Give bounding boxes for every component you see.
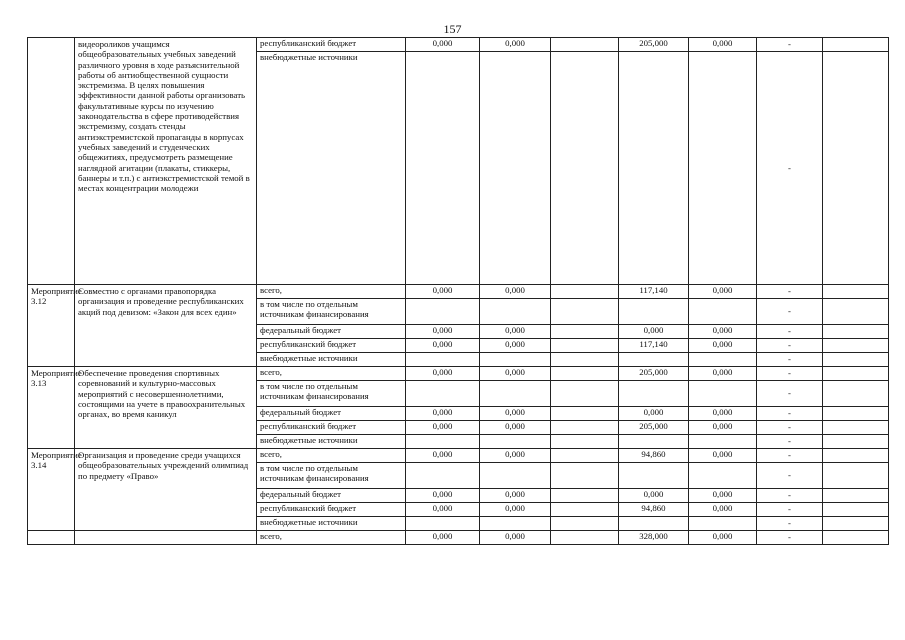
amount-cell-2 — [480, 381, 551, 407]
amount-cell-2 — [480, 52, 551, 285]
amount-cell-1: 0,000 — [406, 367, 480, 381]
dash-cell: - — [757, 353, 823, 367]
dash-cell: - — [757, 299, 823, 325]
empty-cell — [823, 421, 889, 435]
funding-source: внебюджетные источники — [257, 517, 406, 531]
amount-cell-3 — [551, 407, 619, 421]
empty-cell — [823, 38, 889, 52]
amount-cell-1: 0,000 — [406, 407, 480, 421]
amount-cell-5 — [689, 353, 757, 367]
dash-cell: - — [757, 325, 823, 339]
amount-cell-3 — [551, 503, 619, 517]
amount-cell-5: 0,000 — [689, 449, 757, 463]
measure-code: Мероприятие 3.12 — [28, 285, 75, 367]
amount-cell-5 — [689, 52, 757, 285]
dash-cell: - — [757, 463, 823, 489]
amount-cell-4: 117,140 — [619, 339, 689, 353]
amount-cell-1 — [406, 52, 480, 285]
table-row — [28, 531, 889, 545]
measure-code — [28, 38, 75, 285]
amount-cell-4: 0,000 — [619, 325, 689, 339]
funding-source: внебюджетные источники — [257, 353, 406, 367]
empty-cell — [823, 463, 889, 489]
amount-cell-4: 0,000 — [619, 489, 689, 503]
empty-cell — [823, 299, 889, 325]
amount-cell-3 — [551, 463, 619, 489]
funding-source: в том числе по отдельным источникам финансирования — [257, 381, 406, 407]
amount-cell-2 — [480, 463, 551, 489]
measure-description: Совместно с органами правопорядка организация и проведение республиканских акций под девизом: «Закон для всех един» — [75, 285, 257, 367]
funding-source: внебюджетные источники — [257, 435, 406, 449]
amount-cell-4 — [619, 52, 689, 285]
empty-cell — [823, 435, 889, 449]
table-row — [28, 367, 889, 381]
dash-cell: - — [757, 381, 823, 407]
amount-cell-2: 0,000 — [480, 503, 551, 517]
empty-cell — [823, 52, 889, 285]
amount-cell-1 — [406, 463, 480, 489]
amount-cell-5 — [689, 435, 757, 449]
amount-cell-1 — [406, 299, 480, 325]
amount-cell-5: 0,000 — [689, 285, 757, 299]
amount-cell-2: 0,000 — [480, 421, 551, 435]
amount-cell-5: 0,000 — [689, 489, 757, 503]
dash-cell: - — [757, 531, 823, 545]
empty-cell — [823, 367, 889, 381]
amount-cell-3 — [551, 531, 619, 545]
amount-cell-5 — [689, 517, 757, 531]
amount-cell-4 — [619, 463, 689, 489]
dash-cell: - — [757, 407, 823, 421]
amount-cell-4: 205,000 — [619, 421, 689, 435]
empty-cell — [823, 407, 889, 421]
measure-description: Организация и проведение среди учащихся общеобразовательных учреждений олимпиад по предмету «Право» — [75, 449, 257, 531]
dash-cell: - — [757, 285, 823, 299]
empty-cell — [823, 339, 889, 353]
empty-cell — [823, 353, 889, 367]
amount-cell-5: 0,000 — [689, 407, 757, 421]
funding-source: в том числе по отдельным источникам финансирования — [257, 299, 406, 325]
measure-description: видеороликов учащимся общеобразовательных учебных заведений различного уровня в ходе разъяснительной работы об антиобщественной сущности экстремизма. В целях повышения эффективности данной работы организовать факультативные курсы по изучению законодательства в сфере противодействия экстремизму, создать стенды антиэкстремистской пропаганды в корпусах учебных заведений и студенческих общежитиях, предусмотреть размещение наглядной агитации (плакаты, стиккеры, баннеры и т.п.) с антиэкстремистской темой в местах концентрации молодежи — [75, 38, 257, 285]
empty-cell — [823, 381, 889, 407]
amount-cell-2: 0,000 — [480, 449, 551, 463]
amount-cell-3 — [551, 339, 619, 353]
amount-cell-3 — [551, 299, 619, 325]
amount-cell-1: 0,000 — [406, 325, 480, 339]
amount-cell-1 — [406, 517, 480, 531]
funding-source: всего, — [257, 449, 406, 463]
amount-cell-3 — [551, 435, 619, 449]
amount-cell-2: 0,000 — [480, 531, 551, 545]
amount-cell-1: 0,000 — [406, 503, 480, 517]
amount-cell-5: 0,000 — [689, 325, 757, 339]
amount-cell-4 — [619, 435, 689, 449]
amount-cell-3 — [551, 325, 619, 339]
amount-cell-5: 0,000 — [689, 339, 757, 353]
empty-cell — [823, 285, 889, 299]
funding-source: федеральный бюджет — [257, 325, 406, 339]
amount-cell-1: 0,000 — [406, 339, 480, 353]
amount-cell-1: 0,000 — [406, 285, 480, 299]
amount-cell-1 — [406, 353, 480, 367]
funding-source: республиканский бюджет — [257, 503, 406, 517]
amount-cell-1 — [406, 435, 480, 449]
amount-cell-5: 0,000 — [689, 38, 757, 52]
dash-cell: - — [757, 38, 823, 52]
amount-cell-3 — [551, 489, 619, 503]
empty-cell — [823, 449, 889, 463]
table-row — [28, 285, 889, 299]
funding-source: в том числе по отдельным источникам финансирования — [257, 463, 406, 489]
dash-cell: - — [757, 503, 823, 517]
amount-cell-3 — [551, 38, 619, 52]
amount-cell-2: 0,000 — [480, 339, 551, 353]
funding-source: всего, — [257, 531, 406, 545]
funding-source: всего, — [257, 285, 406, 299]
dash-cell: - — [757, 421, 823, 435]
dash-cell: - — [757, 52, 823, 285]
amount-cell-4: 0,000 — [619, 407, 689, 421]
amount-cell-4: 205,000 — [619, 367, 689, 381]
amount-cell-2: 0,000 — [480, 325, 551, 339]
funding-source: всего, — [257, 367, 406, 381]
amount-cell-2: 0,000 — [480, 489, 551, 503]
amount-cell-3 — [551, 449, 619, 463]
amount-cell-5: 0,000 — [689, 503, 757, 517]
amount-cell-2 — [480, 435, 551, 449]
amount-cell-4 — [619, 517, 689, 531]
measure-code — [28, 531, 75, 545]
funding-source: федеральный бюджет — [257, 407, 406, 421]
amount-cell-5: 0,000 — [689, 531, 757, 545]
amount-cell-4 — [619, 381, 689, 407]
measure-code: Мероприятие 3.13 — [28, 367, 75, 449]
page-number: 157 — [443, 22, 462, 36]
amount-cell-4: 205,000 — [619, 38, 689, 52]
amount-cell-4: 117,140 — [619, 285, 689, 299]
amount-cell-1: 0,000 — [406, 449, 480, 463]
funding-source: внебюджетные источники — [257, 52, 406, 285]
amount-cell-1: 0,000 — [406, 531, 480, 545]
empty-cell — [823, 531, 889, 545]
amount-cell-2: 0,000 — [480, 407, 551, 421]
table-row — [28, 38, 889, 52]
empty-cell — [823, 325, 889, 339]
amount-cell-3 — [551, 517, 619, 531]
amount-cell-1 — [406, 381, 480, 407]
amount-cell-4: 94,860 — [619, 503, 689, 517]
amount-cell-3 — [551, 52, 619, 285]
amount-cell-1: 0,000 — [406, 421, 480, 435]
amount-cell-1: 0,000 — [406, 489, 480, 503]
amount-cell-2 — [480, 299, 551, 325]
table-row — [28, 449, 889, 463]
amount-cell-5 — [689, 299, 757, 325]
measure-description — [75, 531, 257, 545]
dash-cell: - — [757, 489, 823, 503]
amount-cell-2: 0,000 — [480, 38, 551, 52]
amount-cell-4 — [619, 353, 689, 367]
funding-source: федеральный бюджет — [257, 489, 406, 503]
funding-source: республиканский бюджет — [257, 421, 406, 435]
measure-code: Мероприятие 3.14 — [28, 449, 75, 531]
dash-cell: - — [757, 367, 823, 381]
amount-cell-2 — [480, 517, 551, 531]
dash-cell: - — [757, 517, 823, 531]
dash-cell: - — [757, 339, 823, 353]
dash-cell: - — [757, 449, 823, 463]
amount-cell-3 — [551, 381, 619, 407]
amount-cell-5: 0,000 — [689, 421, 757, 435]
amount-cell-2: 0,000 — [480, 367, 551, 381]
amount-cell-3 — [551, 285, 619, 299]
amount-cell-3 — [551, 353, 619, 367]
amount-cell-4 — [619, 299, 689, 325]
empty-cell — [823, 503, 889, 517]
amount-cell-3 — [551, 421, 619, 435]
empty-cell — [823, 489, 889, 503]
amount-cell-4: 94,860 — [619, 449, 689, 463]
amount-cell-2 — [480, 353, 551, 367]
amount-cell-1: 0,000 — [406, 38, 480, 52]
measure-description: Обеспечение проведения спортивных соревнований и культурно-массовых мероприятий с несовершеннолетними, состоящими на учете в правоохранительных органах, во время каникул — [75, 367, 257, 449]
amount-cell-3 — [551, 367, 619, 381]
amount-cell-5: 0,000 — [689, 367, 757, 381]
funding-source: республиканский бюджет — [257, 339, 406, 353]
amount-cell-5 — [689, 463, 757, 489]
amount-cell-4: 328,000 — [619, 531, 689, 545]
empty-cell — [823, 517, 889, 531]
amount-cell-5 — [689, 381, 757, 407]
budget-table — [27, 37, 889, 545]
funding-source: республиканский бюджет — [257, 38, 406, 52]
dash-cell: - — [757, 435, 823, 449]
amount-cell-2: 0,000 — [480, 285, 551, 299]
